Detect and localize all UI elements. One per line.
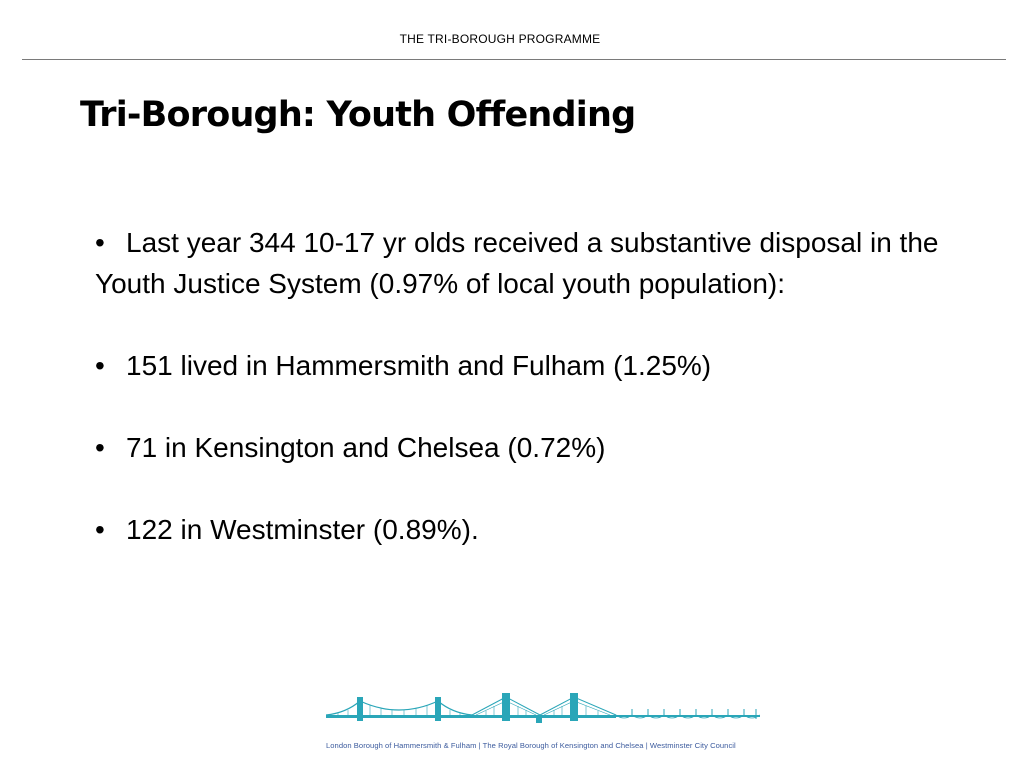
- council-caption: London Borough of Hammersmith & Fulham | The Royal Borough of Kensington and Chelsea | Westminster City Council: [326, 741, 736, 750]
- bullet-glyph: •: [95, 432, 105, 463]
- albert-bridge-icon: [472, 693, 616, 723]
- bullet-text: 122 in Westminster (0.89%).: [126, 514, 479, 545]
- bullet-text: 151 lived in Hammersmith and Fulham (1.25%): [126, 350, 712, 381]
- hammersmith-bridge-icon: [326, 697, 472, 721]
- bullet-item: [95, 509, 955, 550]
- programme-header: THE TRI-BOROUGH PROGRAMME: [399, 32, 601, 46]
- slide-title: Tri-Borough: Youth Offending: [80, 95, 636, 135]
- bullet-glyph: •: [95, 514, 105, 545]
- bullet-glyph: •: [95, 227, 105, 258]
- bullet-item: [95, 427, 955, 468]
- bullet-item: [95, 345, 955, 386]
- header-divider: [22, 59, 1006, 60]
- bullet-list: [95, 222, 955, 550]
- bullet-glyph: •: [95, 350, 105, 381]
- westminster-bridge-icon: [616, 709, 760, 719]
- bullet-item: [95, 222, 955, 304]
- bullet-text: 71 in Kensington and Chelsea (0.72%): [126, 432, 606, 463]
- bullet-text: Last year 344 10-17 yr olds received a substantive disposal in the Youth Justice System (0.97% of local youth population):: [95, 227, 939, 299]
- bridges-logo-icon: [326, 693, 760, 727]
